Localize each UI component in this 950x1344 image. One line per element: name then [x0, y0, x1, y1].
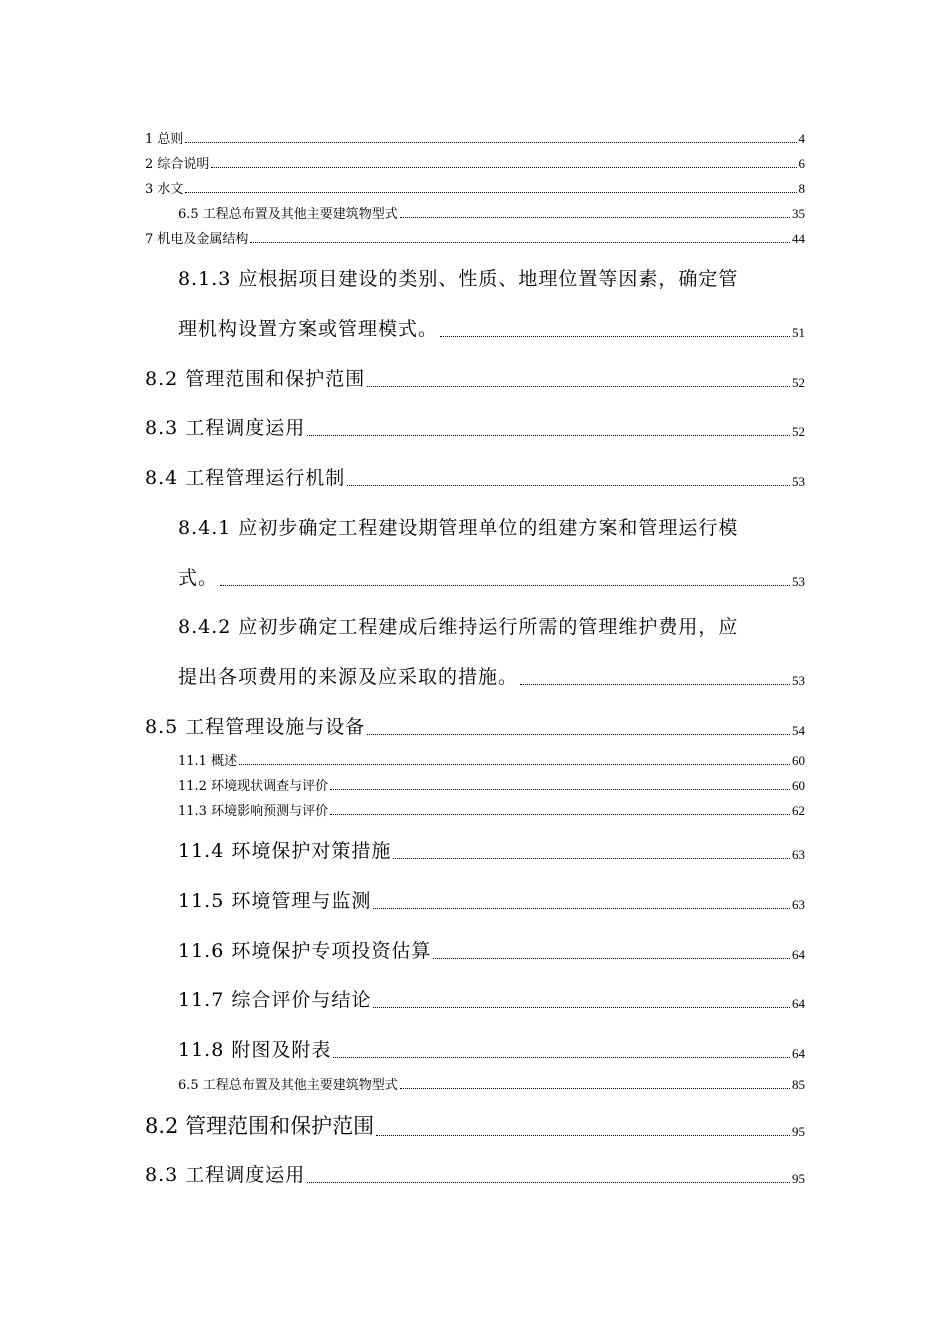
toc-entry[interactable] — [178, 836, 805, 863]
dot-leader — [185, 142, 796, 143]
dot-leader — [393, 858, 790, 859]
dot-leader — [185, 192, 796, 193]
toc-entry[interactable] — [178, 563, 805, 590]
toc-entry-label: 11.5 环境管理与监测 — [178, 890, 372, 912]
toc-entry-label: 6.5 工程总布置及其他主要建筑物型式 — [178, 207, 398, 222]
dot-leader — [520, 684, 790, 685]
toc-entry-label: 11.6 环境保护专项投资估算 — [178, 940, 432, 962]
toc-page-number: 62 — [792, 803, 805, 818]
toc-page-number: 64 — [792, 1046, 805, 1061]
toc-page-number: 52 — [792, 375, 805, 390]
toc-entry[interactable] — [145, 364, 805, 391]
toc-entry-label: 8.2 管理范围和保护范围 — [145, 1114, 375, 1138]
toc-entry-label: 8.3 工程调度运用 — [145, 1164, 306, 1186]
toc-entry[interactable] — [178, 203, 805, 222]
toc-page-number: 63 — [792, 847, 805, 862]
toc-entry-label: 11.1 概述 — [178, 754, 238, 769]
dot-leader — [211, 167, 796, 168]
toc-entry-label: 3 水文 — [145, 182, 184, 197]
toc-entry[interactable] — [178, 1074, 805, 1093]
dot-leader — [220, 585, 790, 586]
toc-page-number: 95 — [792, 1171, 805, 1186]
dot-leader — [330, 814, 790, 815]
toc-entry[interactable] — [145, 413, 805, 440]
toc-entry-label-line1: 8.4.1 应初步确定工程建设期管理单位的组建方案和管理运行模 — [178, 517, 739, 539]
dot-leader — [400, 217, 790, 218]
toc-page-number: 95 — [792, 1124, 805, 1139]
toc-entry-label: 8.4 工程管理运行机制 — [145, 467, 346, 489]
toc-page-number: 53 — [792, 673, 805, 688]
toc-entry[interactable] — [178, 750, 805, 769]
toc-entry[interactable] — [178, 936, 805, 963]
toc-page-number: 64 — [792, 947, 805, 962]
toc-entry-label: 式。 — [178, 567, 219, 589]
toc-entry[interactable] — [145, 1110, 805, 1140]
toc-entry[interactable] — [178, 662, 805, 689]
toc-entry[interactable] — [178, 1035, 805, 1062]
toc-page-number: 54 — [792, 723, 805, 738]
toc-entry-label: 提出各项费用的来源及应采取的措施。 — [178, 666, 519, 688]
dot-leader — [333, 1057, 790, 1058]
toc-page-number: 85 — [792, 1077, 805, 1092]
toc-entry-label-line1: 8.1.3 应根据项目建设的类别、性质、地理位置等因素，确定管 — [178, 268, 739, 290]
toc-entry[interactable] — [145, 1160, 805, 1187]
toc-page-number: 53 — [792, 474, 805, 489]
toc-page-number: 8 — [798, 181, 805, 196]
toc-page-number: 60 — [792, 753, 805, 768]
toc-entry-label: 11.7 综合评价与结论 — [178, 989, 372, 1011]
dot-leader — [440, 336, 790, 337]
toc-page-number: 60 — [792, 778, 805, 793]
toc-page-number: 64 — [792, 996, 805, 1011]
toc-entry[interactable] — [178, 775, 805, 794]
toc-page-number: 6 — [798, 156, 805, 171]
dot-leader — [400, 1088, 790, 1089]
toc-entry-label: 7 机电及金属结构 — [145, 232, 249, 247]
toc-page-number: 35 — [792, 206, 805, 221]
toc-entry[interactable] — [178, 314, 805, 341]
toc-entry-label: 8.2 管理范围和保护范围 — [145, 368, 366, 390]
toc-entry[interactable] — [145, 463, 805, 490]
toc-entry[interactable] — [178, 886, 805, 913]
toc-entry-label: 理机构设置方案或管理模式。 — [178, 318, 439, 340]
toc-entry-label: 11.3 环境影响预测与评价 — [178, 804, 329, 819]
toc-entry-label: 2 综合说明 — [145, 157, 210, 172]
toc-page-number: 63 — [792, 897, 805, 912]
toc-entry[interactable] — [145, 228, 805, 247]
toc-entry[interactable] — [145, 712, 805, 739]
toc-page-number: 51 — [792, 325, 805, 340]
dot-leader — [433, 958, 790, 959]
toc-entry[interactable] — [178, 985, 805, 1012]
toc-entry-label: 6.5 工程总布置及其他主要建筑物型式 — [178, 1078, 398, 1093]
toc-entry-label: 8.5 工程管理设施与设备 — [145, 716, 366, 738]
dot-leader — [239, 764, 790, 765]
dot-leader — [250, 242, 790, 243]
toc-entry-label: 1 总则 — [145, 132, 184, 147]
dot-leader — [373, 1007, 790, 1008]
toc-entry-label: 8.3 工程调度运用 — [145, 417, 306, 439]
toc-entry[interactable] — [145, 128, 805, 147]
toc-page-number: 4 — [798, 131, 805, 146]
dot-leader — [373, 908, 790, 909]
dot-leader — [376, 1135, 790, 1136]
toc-entry-label: 11.8 附图及附表 — [178, 1039, 332, 1061]
dot-leader — [330, 789, 790, 790]
toc-entry[interactable] — [145, 178, 805, 197]
toc-entry-label: 11.4 环境保护对策措施 — [178, 840, 392, 862]
toc-page-number: 44 — [792, 231, 805, 246]
dot-leader — [307, 1182, 790, 1183]
toc-entry-label: 11.2 环境现状调查与评价 — [178, 779, 329, 794]
toc-entry[interactable] — [145, 153, 805, 172]
toc-page-number: 53 — [792, 574, 805, 589]
dot-leader — [367, 386, 790, 387]
toc-entry[interactable] — [178, 800, 805, 819]
dot-leader — [307, 435, 790, 436]
dot-leader — [347, 485, 790, 486]
dot-leader — [367, 734, 790, 735]
toc-entry-label-line1: 8.4.2 应初步确定工程建成后维持运行所需的管理维护费用，应 — [178, 616, 739, 638]
toc-page-number: 52 — [792, 424, 805, 439]
